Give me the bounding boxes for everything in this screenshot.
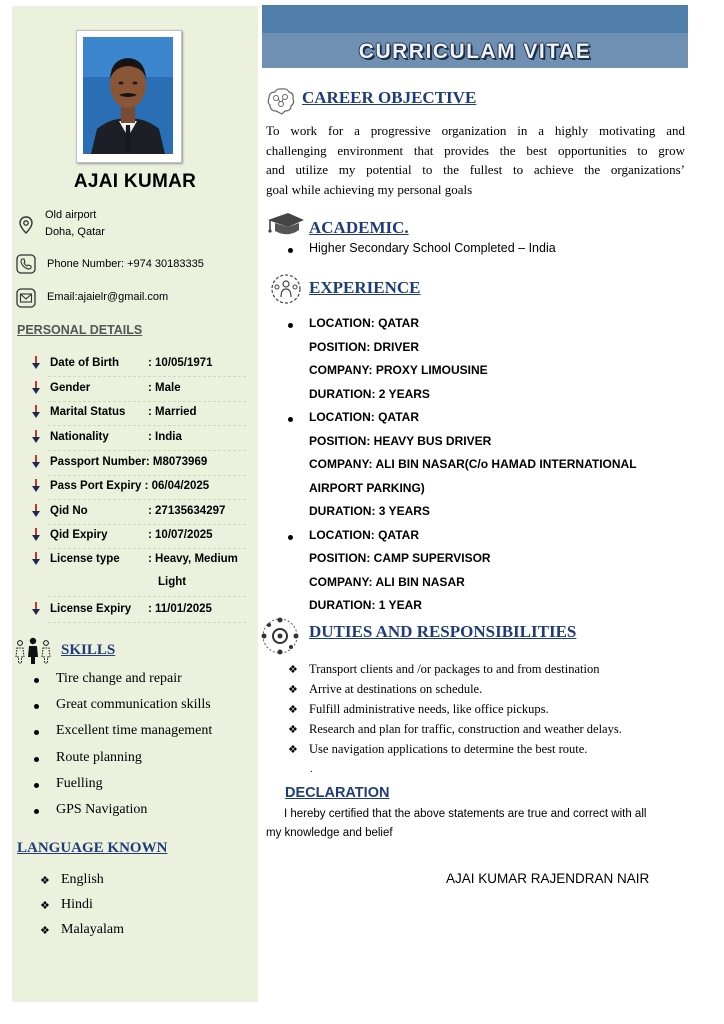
personal-detail-label: Marital Status (50, 406, 126, 418)
personal-detail-label: Pass Port Expiry : 06/04/2025 (50, 480, 210, 492)
experience-line: DURATION: 2 YEARS (309, 386, 430, 401)
duty-bullet-icon: ❖ (288, 684, 298, 696)
personal-detail-label: Passport Number: M8073969 (50, 456, 208, 468)
red-arrow-icon (30, 355, 42, 371)
personal-detail-label: Qid No (50, 505, 88, 517)
cv-banner (262, 5, 688, 68)
experience-line: DURATION: 3 YEARS (309, 504, 430, 518)
personal-detail-divider (48, 376, 246, 377)
personal-detail-row (30, 478, 258, 500)
language-item: Malayalam (61, 922, 124, 937)
experience-line: POSITION: DRIVER (309, 339, 420, 354)
personal-detail-value: : Married (148, 406, 197, 418)
personal-detail-divider (48, 475, 246, 476)
cv-banner-top-band (262, 5, 688, 33)
location-pin-icon (16, 215, 36, 235)
personal-detail-divider (48, 548, 246, 549)
brain-icon (266, 87, 296, 115)
red-arrow-icon (30, 454, 42, 470)
personal-detail-row (30, 551, 258, 597)
personal-detail-row (30, 429, 258, 451)
personal-detail-label: License type (50, 553, 120, 565)
personal-detail-value: : Heavy, Medium (148, 553, 238, 565)
gear-network-icon (260, 616, 300, 656)
personal-detail-row (30, 454, 258, 476)
personal-detail-label: Date of Birth (50, 357, 119, 369)
language-bullet-icon: ❖ (40, 925, 50, 937)
email-icon (16, 288, 36, 308)
declaration-line-1: I hereby certified that the above statements are true and correct with all (284, 808, 647, 820)
duty-item: Research and plan for traffic, construction and weather delays. (309, 722, 622, 736)
personal-detail-divider (48, 524, 246, 525)
duty-item: Transport clients and /or packages to and from destination (309, 662, 600, 676)
experience-line: POSITION: CAMP SUPERVISOR (309, 551, 491, 565)
skill-item: Excellent time management (56, 723, 213, 739)
language-bullet-icon: ❖ (40, 900, 50, 912)
experience-line: POSITION: HEAVY BUS DRIVER (309, 433, 492, 448)
experience-line: COMPANY: ALI BIN NASAR(C/o HAMAD INTERNATIONAL (309, 457, 637, 471)
skill-item: Tire change and repair (56, 671, 182, 686)
candidate-name: AJAI KUMAR (73, 171, 197, 192)
languages-heading: LANGUAGE KNOWN (17, 840, 168, 856)
personal-detail-divider (48, 499, 246, 500)
personal-detail-divider (48, 596, 246, 597)
skills-heading: SKILLS (61, 642, 116, 658)
personal-detail-row (30, 503, 258, 525)
skill-item: GPS Navigation (56, 802, 148, 817)
skill-bullet (34, 757, 39, 762)
duty-item: Fulfill administrative needs, like office pickups. (309, 702, 549, 716)
declaration-heading: DECLARATION (285, 785, 390, 801)
experience-line: LOCATION: QATAR (309, 410, 419, 424)
skill-item: Fuelling (56, 775, 103, 791)
personal-detail-row (30, 527, 258, 549)
personal-detail-label: Gender (50, 382, 91, 394)
graduation-cap-icon (266, 212, 306, 238)
personal-detail-row (30, 355, 258, 377)
red-arrow-icon (30, 601, 42, 617)
personal-detail-value-cont: Light (158, 576, 187, 588)
experience-line: AIRPORT PARKING) (309, 480, 425, 495)
declaration-line-2: my knowledge and belief (266, 827, 393, 839)
personal-detail-divider (48, 622, 246, 623)
red-arrow-icon (30, 380, 42, 396)
red-arrow-icon (30, 551, 42, 567)
experience-heading: EXPERIENCE (309, 278, 421, 297)
experience-bullet (288, 417, 293, 422)
personal-detail-row (30, 404, 258, 426)
personal-detail-value: : Male (148, 382, 181, 394)
language-item: Hindi (61, 897, 93, 912)
personal-detail-divider (48, 401, 246, 402)
address-line-2: Doha, Qatar (45, 226, 105, 238)
red-arrow-icon (30, 429, 42, 445)
skill-bullet (34, 678, 39, 683)
personal-detail-label: Qid Expiry (50, 529, 108, 541)
experience-bullet (288, 323, 293, 328)
experience-line: DURATION: 1 YEAR (309, 598, 422, 612)
career-objective-line: and utilize my potential to the fullest to achieve the organizations’ (266, 162, 685, 177)
profile-portrait-image (83, 37, 173, 154)
red-arrow-icon (30, 527, 42, 543)
address-line-1: Old airport (45, 209, 97, 221)
career-objective-line: To work for a progressive organization in a highly motivating and (266, 123, 685, 138)
duty-bullet-icon: ❖ (288, 744, 298, 756)
personal-detail-row (30, 601, 258, 623)
email-address[interactable]: Email:ajaielr@gmail.com (47, 291, 169, 303)
phone-icon (16, 254, 36, 274)
red-arrow-icon (30, 503, 42, 519)
profile-photo (76, 30, 182, 163)
skill-bullet (34, 783, 39, 788)
academic-item: Higher Secondary School Completed – India (309, 241, 556, 255)
experience-line: COMPANY: ALI BIN NASAR (309, 574, 465, 589)
phone-number[interactable]: Phone Number: +974 30183335 (47, 258, 204, 270)
team-icon (268, 273, 304, 305)
career-objective-line: challenging environment that provides the best opportunities to grow (266, 142, 685, 158)
personal-detail-value: : 10/07/2025 (148, 529, 213, 541)
duties-heading: DUTIES AND RESPONSIBILITIES (309, 622, 577, 641)
academic-heading: ACADEMIC. (309, 218, 409, 237)
personal-detail-label: License Expiry (50, 603, 132, 615)
language-item: English (61, 872, 104, 887)
personal-detail-label: Nationality (50, 431, 109, 443)
personal-detail-value: : 11/01/2025 (148, 603, 212, 615)
duty-item: Use navigation applications to determine the best route. (309, 742, 588, 756)
personal-detail-value: : 10/05/1971 (148, 357, 213, 369)
signature-name: AJAI KUMAR RAJENDRAN NAIR (446, 871, 650, 886)
red-arrow-icon (30, 404, 42, 420)
cv-title: CURRICULAM VITAE (358, 40, 592, 63)
personal-detail-value: : 27135634297 (148, 505, 226, 517)
personal-details-heading: PERSONAL DETAILS (17, 323, 143, 337)
stray-dot: . (310, 764, 313, 775)
experience-line: COMPANY: PROXY LIMOUSINE (309, 363, 488, 377)
duty-item: Arrive at destinations on schedule. (309, 682, 483, 696)
skill-item: Great communication skills (56, 697, 211, 713)
career-objective-line: goal while achieving my personal goals (266, 181, 473, 197)
personal-detail-divider (48, 450, 246, 451)
duty-bullet-icon: ❖ (288, 704, 298, 716)
duty-bullet-icon: ❖ (288, 664, 298, 676)
skill-bullet (34, 809, 39, 814)
academic-bullet (288, 248, 293, 253)
experience-line: LOCATION: QATAR (309, 527, 419, 542)
language-bullet-icon: ❖ (40, 875, 50, 887)
people-icon (14, 637, 52, 665)
skill-item: Route planning (56, 749, 142, 765)
red-arrow-icon (30, 478, 42, 494)
personal-detail-divider (48, 425, 246, 426)
personal-detail-value: : India (148, 431, 182, 443)
duty-bullet-icon: ❖ (288, 724, 298, 736)
career-objective-heading: CAREER OBJECTIVE (302, 88, 477, 107)
experience-bullet (288, 535, 293, 540)
experience-line: LOCATION: QATAR (309, 316, 419, 330)
personal-detail-row (30, 380, 258, 402)
